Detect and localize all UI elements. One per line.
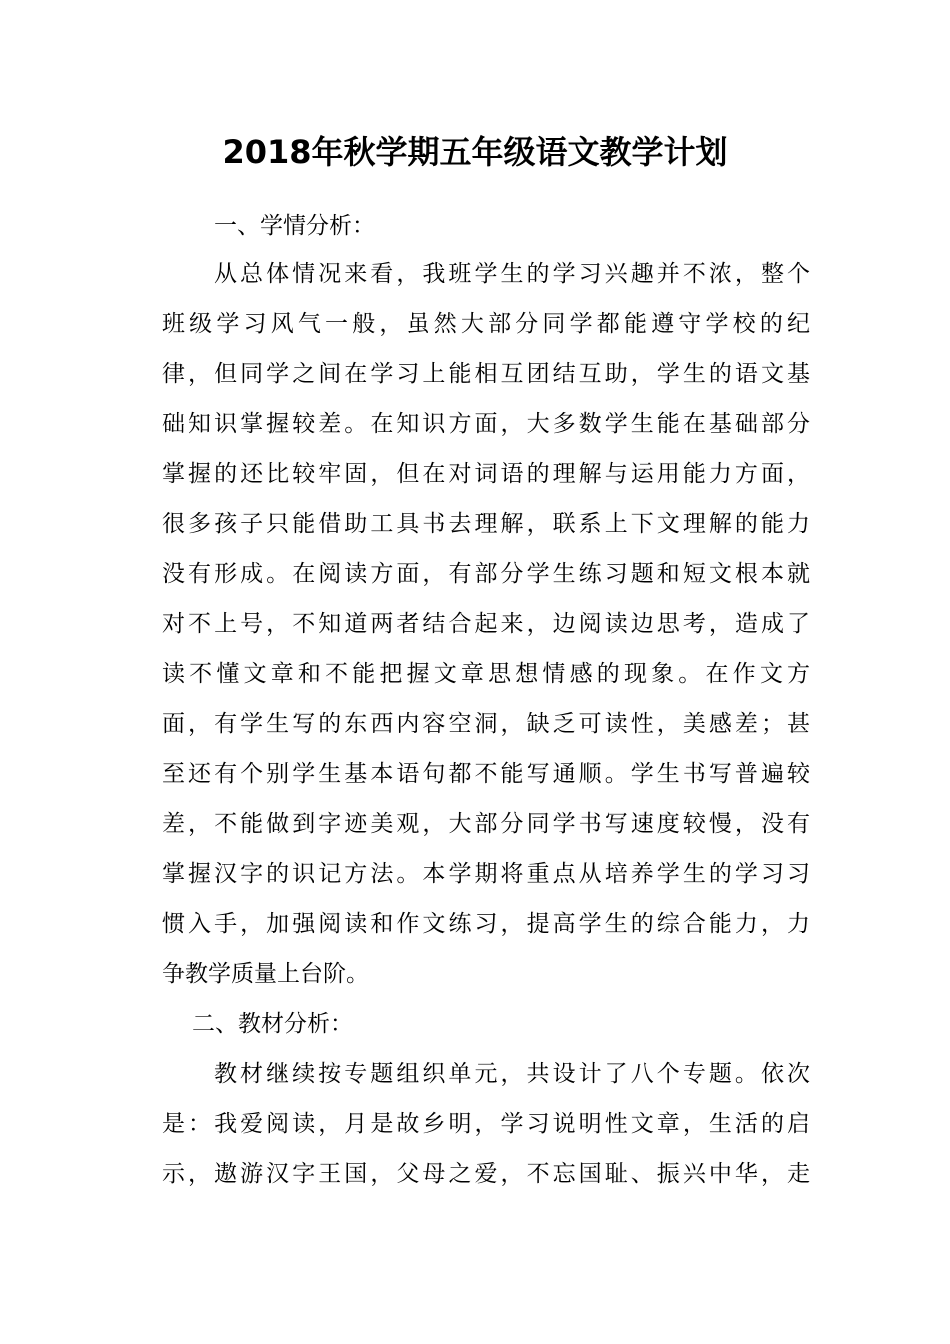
paragraph-line: 对不上号，不知道两者结合起来，边阅读边思考，造成了 [162, 611, 810, 637]
paragraph-line: 础知识掌握较差。在知识方面，大多数学生能在基础部分 [162, 411, 810, 437]
paragraph-line: 示，遨游汉字王国，父母之爱，不忘国耻、振兴中华，走 [162, 1161, 810, 1187]
paragraph-line: 班级学习风气一般，虽然大部分同学都能遵守学校的纪 [162, 311, 810, 337]
paragraph-line: 面，有学生写的东西内容空洞，缺乏可读性，美感差；甚 [162, 711, 810, 737]
document-title: 2018年秋学期五年级语文教学计划 [222, 133, 728, 171]
paragraph-line: 是：我爱阅读，月是故乡明，学习说明性文章，生活的启 [162, 1111, 810, 1137]
paragraph-line: 差，不能做到字迹美观，大部分同学书写速度较慢，没有 [162, 811, 810, 837]
paragraph-line: 至还有个别学生基本语句都不能写通顺。学生书写普遍较 [162, 761, 810, 787]
paragraph-line: 读不懂文章和不能把握文章思想情感的现象。在作文方 [162, 661, 810, 687]
paragraph-line: 教材继续按专题组织单元，共设计了八个专题。依次 [214, 1061, 810, 1087]
paragraph-line: 很多孩子只能借助工具书去理解，联系上下文理解的能力 [162, 511, 810, 537]
paragraph-line: 掌握汉字的识记方法。本学期将重点从培养学生的学习习 [162, 861, 810, 887]
paragraph-line: 没有形成。在阅读方面，有部分学生练习题和短文根本就 [162, 561, 810, 587]
section-heading-student-analysis: 一、学情分析： [214, 213, 375, 239]
paragraph-line: 惯入手，加强阅读和作文练习，提高学生的综合能力，力 [162, 911, 810, 937]
paragraph-line: 争教学质量上台阶。 [162, 961, 369, 987]
paragraph-line: 从总体情况来看，我班学生的学习兴趣并不浓，整个 [214, 261, 810, 287]
paragraph-line: 掌握的还比较牢固，但在对词语的理解与运用能力方面， [162, 461, 810, 487]
paragraph-line: 律，但同学之间在学习上能相互团结互助，学生的语文基 [162, 361, 810, 387]
section-heading-textbook-analysis: 二、教材分析： [192, 1011, 353, 1037]
